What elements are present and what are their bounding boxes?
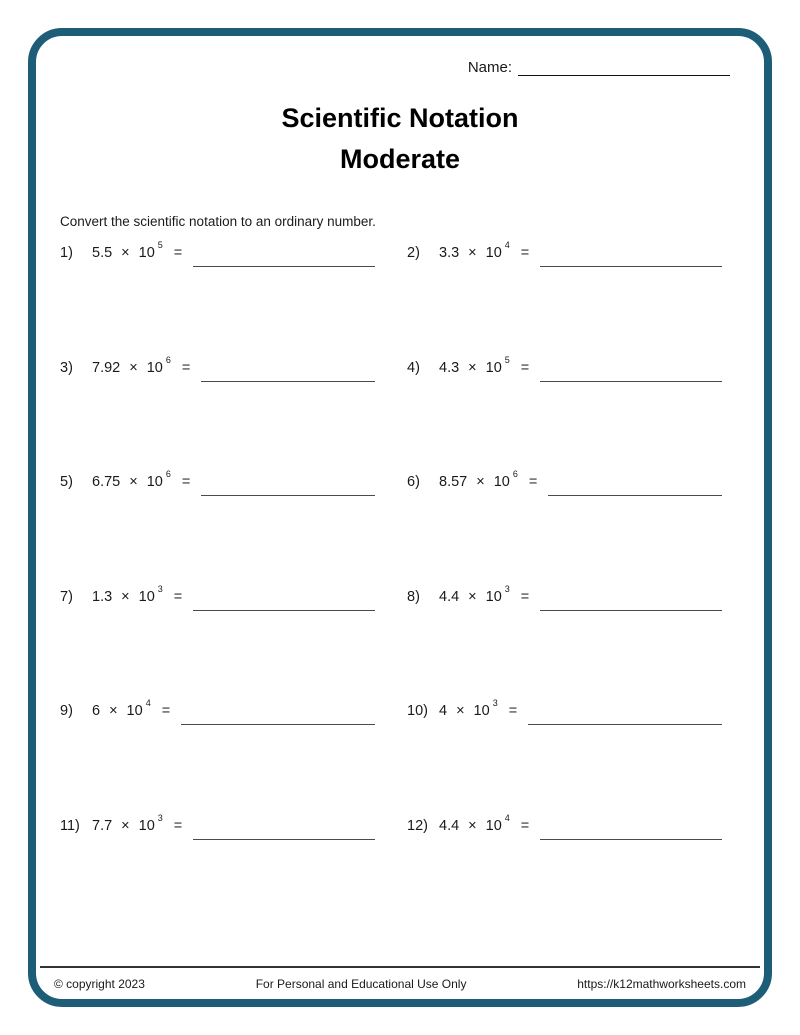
problem-number: 7) (60, 588, 73, 605)
exponent: 4 (145, 698, 151, 708)
answer-blank[interactable] (193, 818, 375, 840)
exponent: 3 (157, 812, 163, 823)
title-line-2: Moderate (339, 144, 461, 174)
copyright-text: © copyright 2023 (54, 977, 145, 991)
base: 10 (146, 359, 163, 376)
page-footer (40, 966, 760, 991)
problem-number: 1) (60, 245, 73, 261)
coefficient: 8.57 (439, 474, 468, 490)
problem-number: 11) (60, 817, 80, 834)
base: 10 (146, 474, 163, 490)
equals-sign: = (173, 245, 183, 261)
problem-10 (407, 698, 740, 818)
multiplication-sign: × (121, 245, 130, 261)
problem-7 (60, 583, 393, 704)
base: 10 (485, 588, 502, 605)
answer-blank[interactable] (540, 360, 722, 382)
exponent: 6 (165, 354, 171, 365)
problems-grid (60, 240, 740, 932)
problem-11 (60, 812, 393, 933)
exponent: 4 (504, 812, 510, 823)
exponent: 3 (157, 583, 163, 594)
exponent: 3 (492, 698, 498, 708)
multiplication-sign: × (468, 359, 477, 376)
coefficient: 6.75 (92, 474, 121, 490)
problem-4 (407, 354, 740, 475)
multiplication-sign: × (468, 245, 477, 261)
coefficient: 3.3 (439, 245, 460, 261)
problem-number: 8) (407, 588, 420, 605)
problem-5 (60, 469, 393, 589)
equals-sign: = (520, 245, 530, 261)
name-row (36, 58, 730, 76)
problem-6 (407, 469, 740, 589)
multiplication-sign: × (121, 817, 130, 834)
multiplication-sign: × (468, 817, 477, 834)
answer-blank[interactable] (193, 589, 375, 611)
base: 10 (485, 245, 502, 261)
problem-number: 10) (407, 703, 428, 719)
equals-sign: = (173, 588, 183, 605)
answer-blank[interactable] (181, 703, 375, 725)
problem-number: 12) (407, 817, 428, 834)
answer-blank[interactable] (548, 474, 722, 496)
coefficient: 7.7 (92, 817, 113, 834)
name-blank[interactable] (518, 58, 730, 76)
problem-12 (407, 812, 740, 933)
equals-sign: = (508, 703, 518, 719)
answer-blank[interactable] (528, 703, 722, 725)
exponent: 5 (504, 354, 510, 365)
equals-sign: = (528, 474, 538, 490)
answer-blank[interactable] (540, 245, 722, 267)
base: 10 (138, 588, 155, 605)
equals-sign: = (181, 474, 191, 490)
website-link[interactable]: https://k12mathworksheets.com (577, 977, 746, 991)
equals-sign: = (173, 817, 183, 834)
multiplication-sign: × (456, 703, 465, 719)
multiplication-sign: × (129, 474, 138, 490)
coefficient: 5.5 (92, 245, 113, 261)
usage-text: For Personal and Educational Use Only (255, 977, 467, 991)
base: 10 (485, 817, 502, 834)
exponent: 5 (157, 240, 163, 250)
answer-blank[interactable] (201, 474, 375, 496)
base: 10 (473, 703, 490, 719)
equals-sign: = (161, 703, 171, 719)
coefficient: 4 (439, 703, 448, 719)
base: 10 (138, 245, 155, 261)
exponent: 6 (165, 469, 171, 479)
problem-8 (407, 583, 740, 704)
coefficient: 7.92 (92, 359, 121, 376)
name-label: Name: (467, 59, 512, 76)
answer-blank[interactable] (540, 589, 722, 611)
base: 10 (493, 474, 510, 490)
coefficient: 1.3 (92, 588, 113, 605)
exponent: 6 (512, 469, 518, 479)
equals-sign: = (520, 588, 530, 605)
multiplication-sign: × (468, 588, 477, 605)
base: 10 (485, 359, 502, 376)
equals-sign: = (181, 359, 191, 376)
page-frame (28, 28, 772, 1007)
problem-9 (60, 698, 393, 818)
multiplication-sign: × (109, 703, 118, 719)
coefficient: 6 (92, 703, 101, 719)
problem-number: 2) (407, 245, 420, 261)
equals-sign: = (520, 817, 530, 834)
multiplication-sign: × (476, 474, 485, 490)
base: 10 (126, 703, 143, 719)
coefficient: 4.3 (439, 359, 460, 376)
page-title (36, 98, 764, 180)
problem-number: 3) (60, 359, 73, 376)
problem-number: 4) (407, 359, 420, 376)
title-line-1: Scientific Notation (281, 103, 519, 133)
problem-3 (60, 354, 393, 475)
equals-sign: = (520, 359, 530, 376)
answer-blank[interactable] (540, 818, 722, 840)
coefficient: 4.4 (439, 588, 460, 605)
answer-blank[interactable] (193, 245, 375, 267)
problem-number: 9) (60, 703, 73, 719)
multiplication-sign: × (129, 359, 138, 376)
multiplication-sign: × (121, 588, 130, 605)
problem-number: 5) (60, 474, 73, 490)
coefficient: 4.4 (439, 817, 460, 834)
base: 10 (138, 817, 155, 834)
problem-1 (60, 240, 393, 360)
exponent: 4 (504, 240, 510, 250)
exponent: 3 (504, 583, 510, 594)
answer-blank[interactable] (201, 360, 375, 382)
instruction-text: Convert the scientific notation to an ordinary number. (60, 214, 376, 229)
problem-2 (407, 240, 740, 360)
problem-number: 6) (407, 474, 420, 490)
